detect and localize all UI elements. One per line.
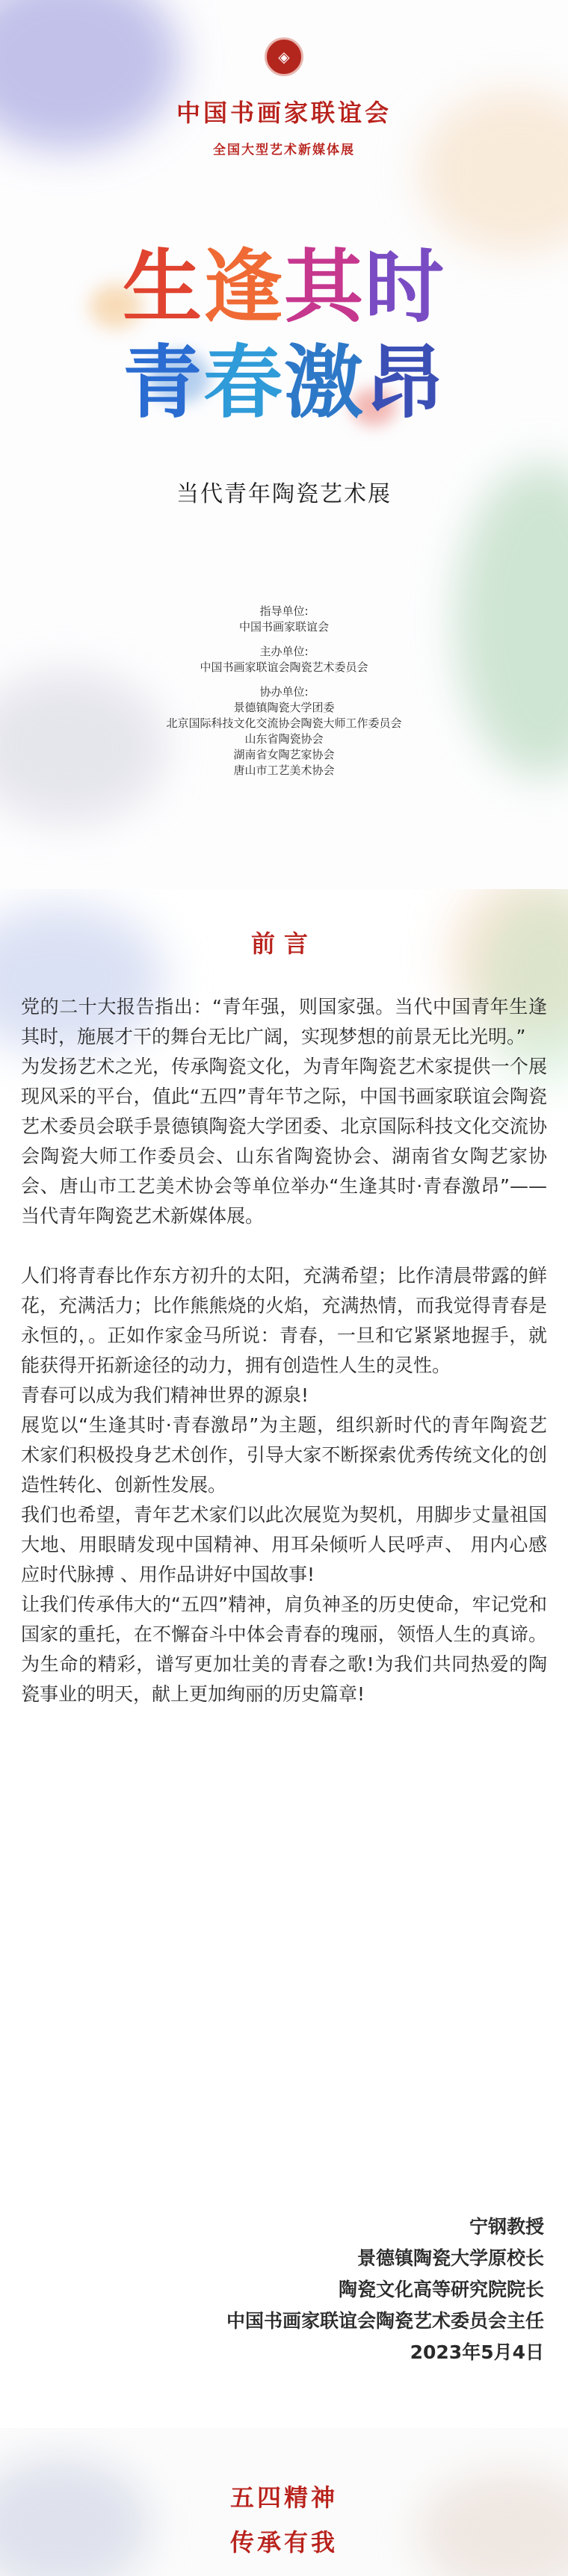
title-char: 昂 [365,337,445,429]
seal-logo-icon: ◈ [265,37,303,76]
host-group [0,644,568,675]
preface-paragraph: 让我们传承伟大的“五四”精神，肩负神圣的历史使命，牢记党和国家的重托，在不懈奋斗中体会青春的瑰丽，领悟人生的真谛。为生命的精彩，谱写更加壮美的青春之歌!为我们共同热爱的陶瓷事业的明天，献上更加绚丽的历史篇章! [21,1594,547,1705]
preface-paragraph: 人们将青春比作东方初升的太阳，充满希望；比作清晨带露的鲜花，充满活力；比作熊熊烧的火焰，充满热情，而我觉得青春是永恒的，。正如作家金马所说：青春，一旦和它紧紧地握手，就能获得开拓新途径的动力，拥有创造性人生的灵性。 [21,1265,547,1376]
host-label: 主办单位: [259,645,309,658]
preface-body [21,992,547,1709]
main-title-line2 [0,337,568,429]
title-char: 青 [123,337,203,429]
signature-title: 陶瓷文化高等研究院院长 [338,2279,544,2300]
preface-section [0,889,568,2428]
title-char: 逢 [203,241,284,333]
co-unit: 山东省陶瓷协会 [244,732,324,746]
co-unit: 北京国际科技文化交流协会陶瓷大师工作委员会 [166,716,402,730]
co-unit: 唐山市工艺美术协会 [233,764,335,777]
signature-name: 宁钢教授 [469,2216,544,2238]
signature-title: 景德镇陶瓷大学原校长 [356,2247,544,2269]
title-char: 其 [284,241,365,333]
signature-block [226,2211,544,2368]
org-name: 中国书画家联谊会 [176,99,392,127]
co-unit: 景德镇陶瓷大学团委 [233,701,335,714]
paragraph-spacer [21,1231,547,1261]
title-char: 时 [365,241,445,333]
title-char: 春 [203,337,284,429]
signature-date: 2023年5月4日 [410,2341,544,2363]
preface-paragraph: 我们也希望，青年艺术家们以此次展览为契机，用脚步丈量祖国大地、用眼睛发现中国精神、用耳朵倾听人民呼声、 用内心感应时代脉搏 、用作品讲好中国故事! [21,1504,547,1585]
ink-splash [0,2458,149,2576]
preface-paragraph: 展览以“生逢其时·青春激昂”为主题，组织新时代的青年陶瓷艺术家们积极投身艺术创作，引导大家不断探索优秀传统文化的创造性转化、创新性发展。 [21,1414,547,1496]
guide-label: 指导单位: [259,604,309,618]
signature-title: 中国书画家联谊会陶瓷艺术委员会主任 [226,2310,544,2332]
co-unit: 湖南省女陶艺家协会 [233,748,335,761]
title-char: 生 [123,241,203,333]
exhibition-subtitle: 全国大型艺术新媒体展 [213,143,355,158]
title-char: 激 [284,337,365,429]
footer-section [0,2428,568,2576]
preface-heading: 前言 [250,929,317,958]
poster-section [0,0,568,889]
host-unit: 中国书画家联谊会陶瓷艺术委员会 [200,660,368,674]
preface-paragraph: 党的二十大报告指出：“青年强，则国家强。当代中国青年生逢其时，施展才干的舞台无比广阔，实现梦想的前景无比光明。” [21,996,547,1047]
main-title-line1 [0,241,568,333]
organizers-list [0,604,568,787]
guide-unit: 中国书画家联谊会 [238,620,329,634]
co-label: 协办单位: [259,685,309,699]
guide-group [0,604,568,635]
exhibition-name: 当代青年陶瓷艺术展 [176,481,392,507]
preface-paragraph: 青春可以成为我们精神世界的源泉! [21,1384,309,1406]
footer-line2: 传承有我 [229,2528,338,2557]
footer-line1: 五四精神 [229,2483,338,2512]
co-group [0,684,568,778]
preface-paragraph: 为发扬艺术之光，传承陶瓷文化，为青年陶瓷艺术家提供一个展现风采的平台，值此“五四”青年节之际，中国书画家联谊会陶瓷艺术委员会联手景德镇陶瓷大学团委、北京国际科技文化交流协会陶瓷大师工作委员会、山东省陶瓷协会、湖南省女陶艺家协会、唐山市工艺美术协会等单位举办“生逢其时·青春激昂”——当代青年陶瓷艺术新媒体展。 [21,1056,547,1227]
